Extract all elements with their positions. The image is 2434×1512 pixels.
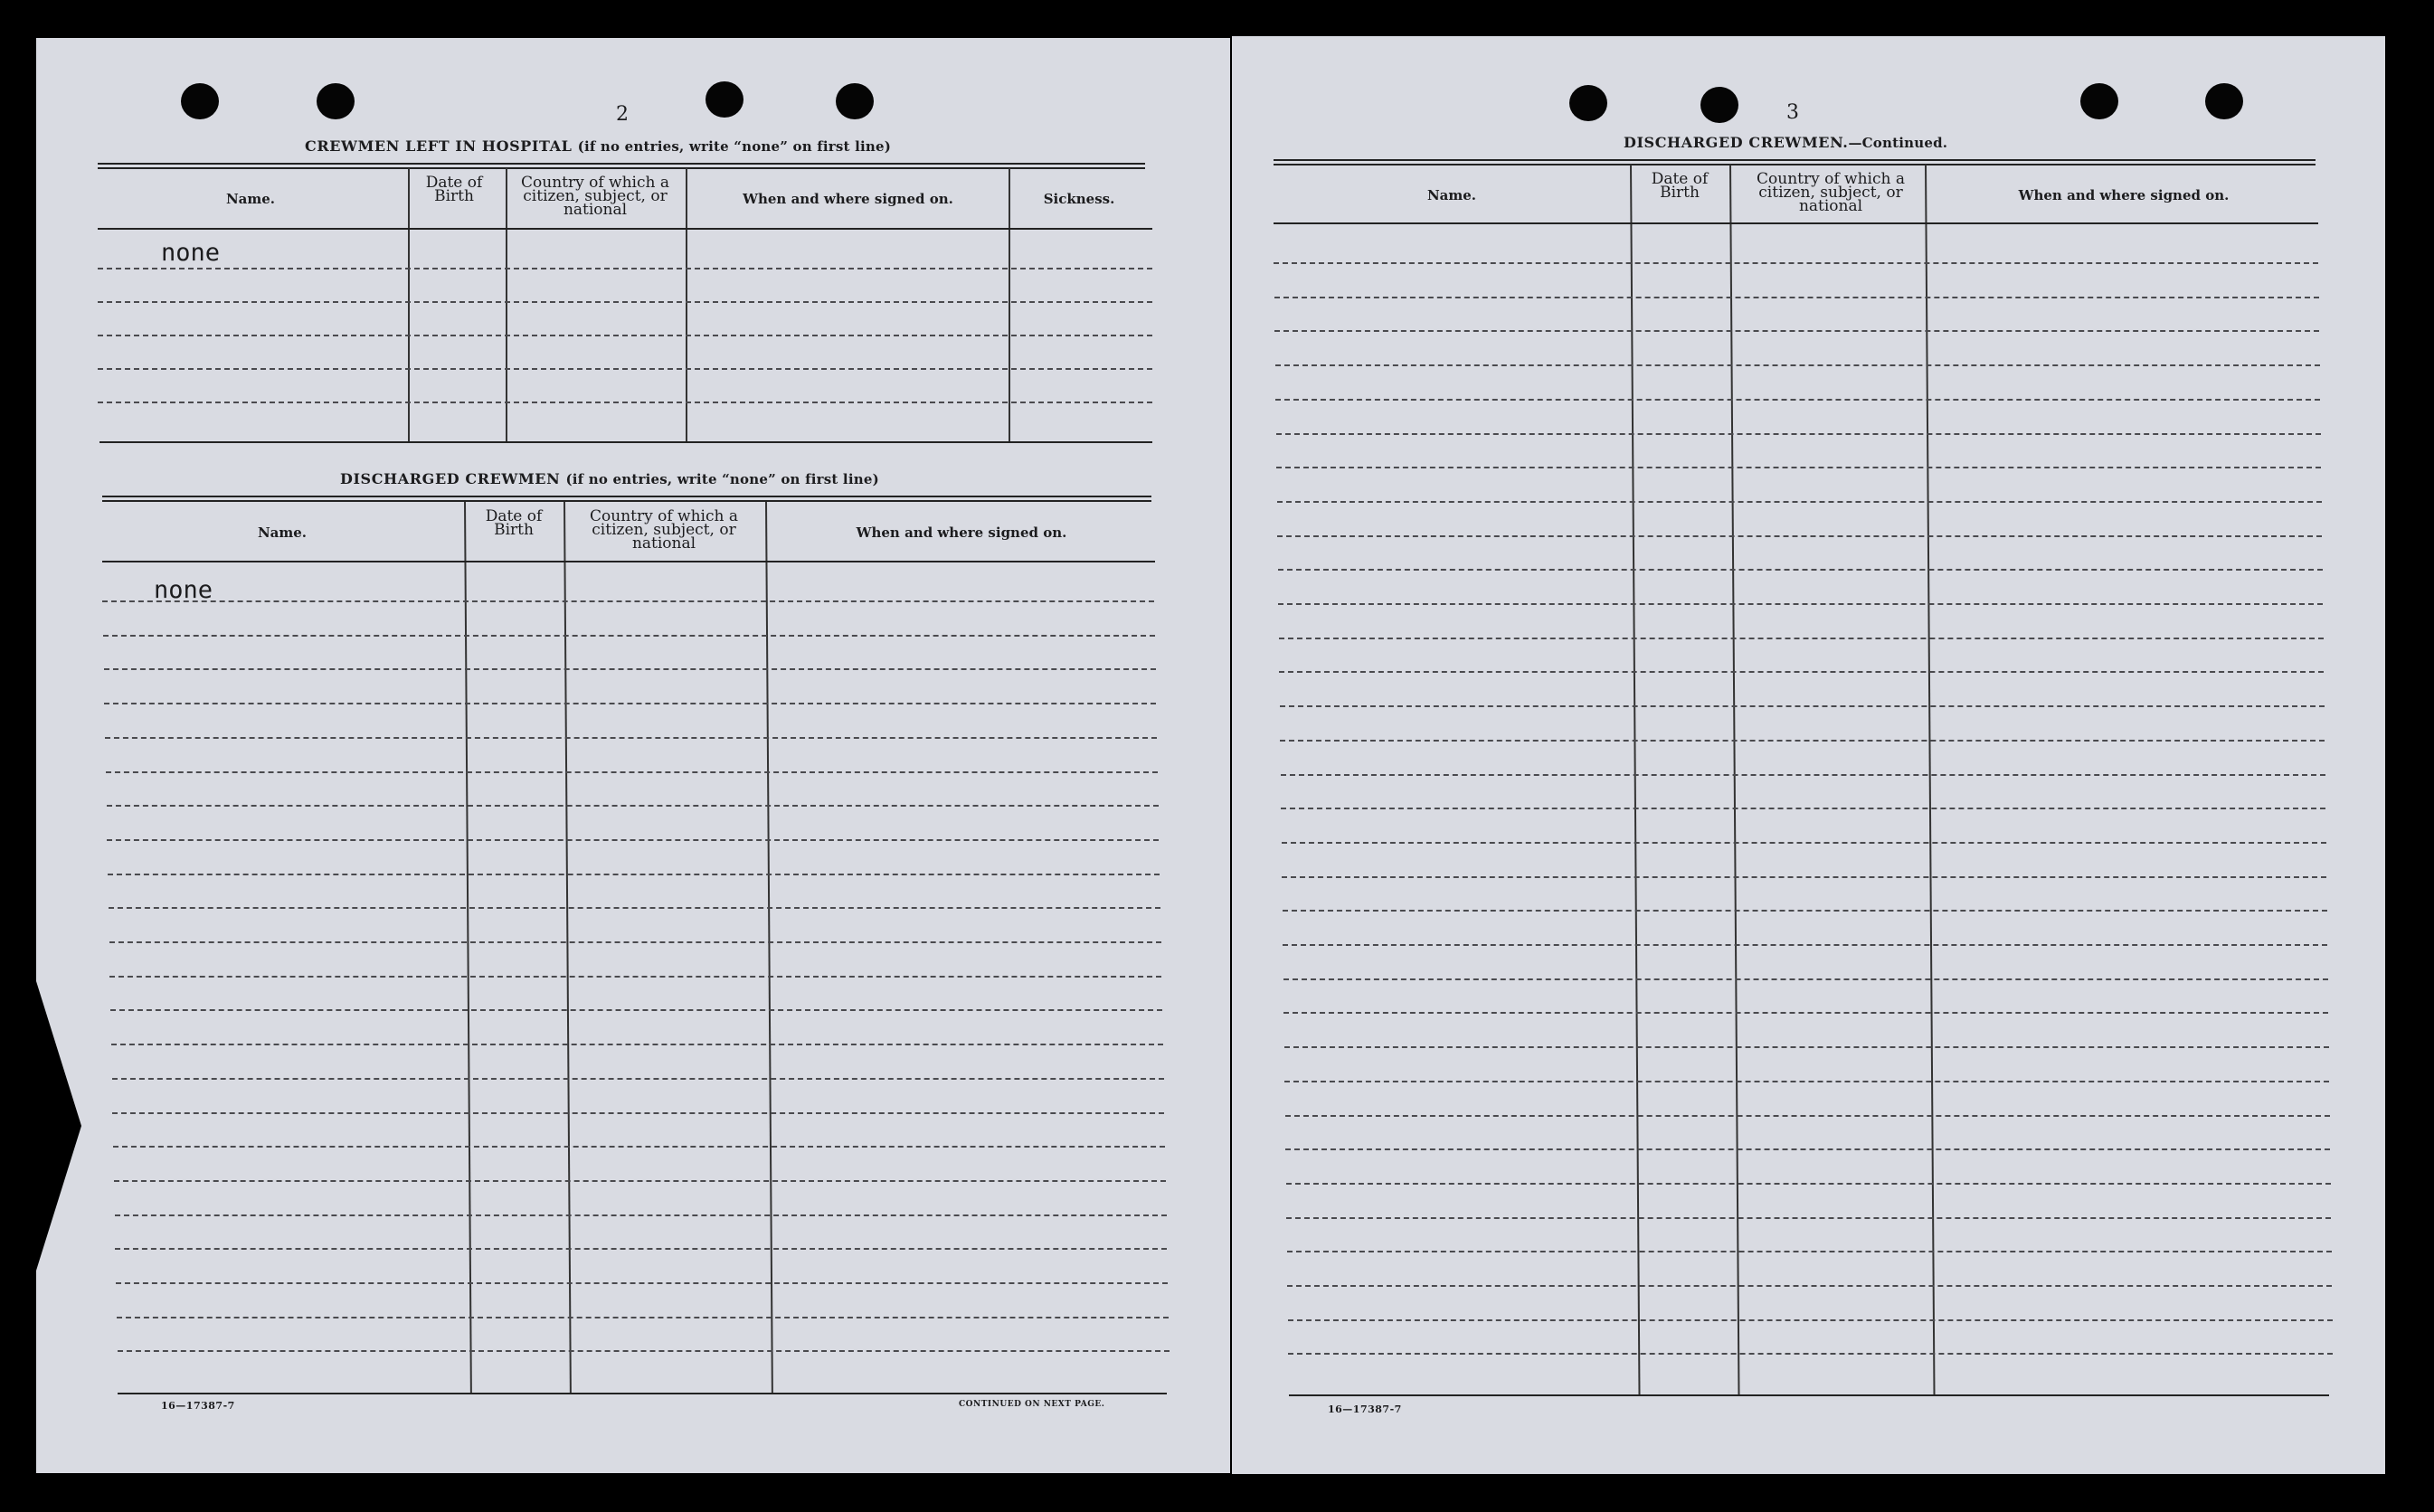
- right-title-text: DISCHARGED CREWMEN.: [1624, 134, 1849, 151]
- entry-line: [117, 1317, 1169, 1318]
- entry-line: [1283, 944, 2327, 946]
- entry-line: [1288, 1319, 2333, 1321]
- entry-line: [1275, 399, 2320, 401]
- col-signed-on: When and where signed on.: [2018, 187, 2230, 203]
- right-title-suffix: —Continued.: [1848, 135, 1948, 151]
- entry-line: [115, 1248, 1167, 1250]
- entry-line: [111, 1044, 1163, 1045]
- right-bottom-rule: [1289, 1394, 2329, 1396]
- punch-hole: [317, 83, 355, 119]
- entry-line: [108, 874, 1160, 875]
- entry-line: [1285, 1148, 2330, 1150]
- entry-line: [1274, 262, 2318, 264]
- punch-hole: [2080, 83, 2118, 119]
- entry-line: [110, 1009, 1162, 1011]
- punch-hole: [2205, 83, 2243, 119]
- entry-line: [1282, 876, 2326, 878]
- entry-line: [104, 703, 1156, 704]
- col-country: Country of which a citizen, subject, or national: [1757, 170, 1905, 215]
- entry-line: [1282, 842, 2326, 844]
- hospital-instruction: (if no entries, write “none” on first line): [577, 138, 892, 155]
- punch-hole: [181, 83, 219, 119]
- punch-hole: [836, 83, 874, 119]
- column-divider: [686, 168, 687, 441]
- right-form-page: [1232, 36, 2385, 1474]
- entry-line: [98, 368, 1152, 370]
- hospital-bottom-rule: [99, 441, 1152, 443]
- entry-line: [98, 268, 1152, 269]
- entry-line: [103, 635, 1155, 637]
- entry-line: [112, 1078, 1164, 1080]
- col-sickness: Sickness.: [1043, 191, 1115, 207]
- punch-hole: [1569, 85, 1607, 121]
- entry-line: [112, 1112, 1164, 1114]
- entry-line: [1283, 978, 2328, 980]
- column-divider: [506, 168, 507, 441]
- entry-line: [1277, 535, 2322, 537]
- entry-line: [1285, 1115, 2330, 1117]
- entry-line: [1275, 364, 2320, 366]
- col-name: Name.: [225, 191, 276, 207]
- hospital-top-rule: [98, 163, 1145, 169]
- entry-line: [102, 600, 1154, 602]
- column-divider: [1009, 168, 1010, 441]
- header-rule: [98, 228, 1152, 230]
- discharged-bottom-rule: [118, 1393, 1167, 1394]
- entry-line: [1281, 774, 2325, 776]
- col-date-of-birth: Date of Birth: [485, 507, 543, 539]
- entry-line: [1281, 808, 2325, 809]
- right-top-rule: [1274, 159, 2316, 165]
- entry-line: [1287, 1285, 2332, 1287]
- col-signed-on: When and where signed on.: [743, 191, 953, 207]
- punch-hole: [1700, 87, 1738, 123]
- entry-line: [109, 976, 1161, 978]
- discharged-top-rule: [102, 496, 1151, 502]
- entry-line: [105, 737, 1157, 739]
- entry-line: [1288, 1353, 2333, 1355]
- entry-line: [114, 1180, 1166, 1182]
- col-date-of-birth: Date of Birth: [1651, 170, 1709, 202]
- form-code: 16—17387-7: [1328, 1403, 1402, 1415]
- page-number: 2: [616, 103, 629, 126]
- entry-line: [1283, 910, 2327, 912]
- entry-line: [1284, 1046, 2329, 1048]
- torn-edge: [36, 981, 81, 1271]
- form-code: 16—17387-7: [161, 1400, 235, 1412]
- entry-line: [107, 805, 1159, 807]
- entry-line: [98, 301, 1152, 303]
- discharged-entry-name: none: [154, 576, 213, 604]
- entry-line: [1278, 603, 2323, 605]
- entry-line: [116, 1282, 1168, 1284]
- hospital-section-title: [305, 137, 891, 155]
- col-country: Country of which a citizen, subject, or national: [590, 507, 738, 553]
- discharged-section-title: [340, 470, 879, 487]
- entry-line: [1286, 1183, 2331, 1185]
- entry-line: [1274, 297, 2319, 298]
- col-country: Country of which a citizen, subject, or national: [521, 174, 669, 219]
- entry-line: [109, 941, 1161, 943]
- entry-line: [104, 668, 1156, 670]
- entry-line: [1284, 1081, 2329, 1082]
- discharged-instruction: (if no entries, write “none” on first line): [565, 471, 879, 487]
- entry-line: [118, 1350, 1170, 1352]
- entry-line: [1278, 569, 2323, 571]
- col-name: Name.: [257, 524, 308, 541]
- hospital-title-text: CREWMEN LEFT IN HOSPITAL: [305, 137, 573, 155]
- entry-line: [1279, 638, 2324, 639]
- hospital-entry-name: none: [161, 239, 221, 267]
- entry-line: [1280, 705, 2325, 707]
- entry-line: [1283, 1012, 2328, 1014]
- entry-line: [115, 1214, 1167, 1216]
- entry-line: [109, 907, 1160, 909]
- entry-line: [1280, 740, 2325, 742]
- entry-line: [106, 771, 1158, 773]
- entry-line: [1287, 1251, 2332, 1252]
- entry-line: [1276, 433, 2321, 435]
- col-date-of-birth: Date of Birth: [425, 174, 483, 205]
- entry-line: [98, 335, 1152, 336]
- header-rule: [1274, 222, 2318, 224]
- punch-hole: [706, 81, 743, 118]
- right-section-title: [1624, 134, 1947, 151]
- entry-line: [1276, 467, 2321, 468]
- page-number: 3: [1786, 101, 1799, 124]
- entry-line: [1286, 1217, 2331, 1219]
- col-name: Name.: [1426, 187, 1477, 203]
- discharged-title-text: DISCHARGED CREWMEN: [340, 470, 561, 487]
- entry-line: [98, 402, 1152, 403]
- header-rule: [102, 561, 1155, 562]
- entry-line: [1277, 501, 2322, 503]
- column-divider: [408, 168, 410, 441]
- entry-line: [107, 839, 1159, 841]
- entry-line: [113, 1146, 1165, 1148]
- col-signed-on: When and where signed on.: [856, 524, 1067, 541]
- entry-line: [1274, 330, 2319, 332]
- entry-line: [1279, 671, 2324, 673]
- continued-note: CONTINUED ON NEXT PAGE.: [959, 1400, 1105, 1409]
